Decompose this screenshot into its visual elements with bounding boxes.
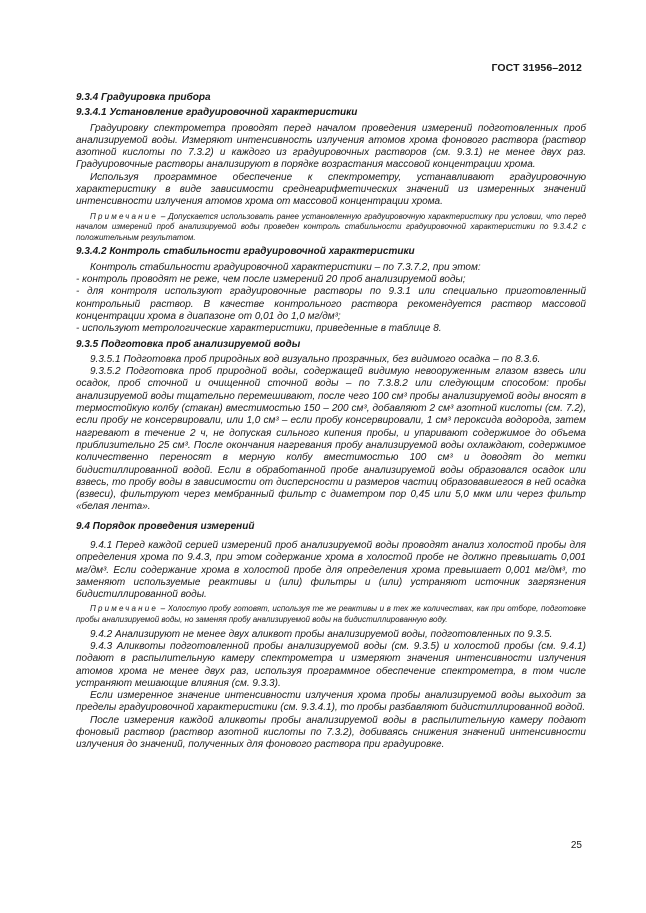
note-label: Примечание — [90, 211, 159, 221]
section-9-3-4-2-title: 9.3.4.2 Контроль стабильности градуировочной характеристики — [76, 246, 415, 258]
paragraph: 9.3.5.2 Подготовка проб природной воды, содержащей видимую невооруженным глазом взвесь или осадок, проб сточной и очищенной сточной воды – по 7.3.8.2 или следующим способом: пробы анализируемой воды тщательно перемешивают, после чего 100 см³ пробы анализируемой воды вносят в термостойкую колбу (стакан) вместимостью 150 – 200 см³, добавляют 2 см³ азотной кислоты (см. 7.2), если пробу не консервировали, или 1,0 см³ – если пробу консервировали, 1 см³ пероксида водорода, затем нагревают в течение 2 ч, не допуская сильного кипения пробы, и упаривают содержимое до объема приблизительно 25 см³. После окончания нагревания пробу анализируемой воды охлаждают, содержимое количественно переносят в мерную колбу вместимостью 100 см³ и доводят до метки бидистиллированной водой. Если в обработанной пробе анализируемой воды образовался осадок или взвесь, то пробу воды в зависимости от дисперсности и размеров частиц образовавшегося в ней осадка (взвеси), фильтруют через мембранный фильтр с диаметром пор 0,45 или 5,0 мкм или через фильтр «белая лента». — [76, 366, 586, 513]
section-9-3-5-title: 9.3.5 Подготовка проб анализируемой воды — [76, 338, 301, 350]
paragraph: Если измеренное значение интенсивности излучения хрома пробы анализируемой воды выходит за пределы градуировочной характеристики (см. 9.3.4.1), то пробы разбавляют бидистиллированной водой. — [76, 690, 586, 714]
paragraph: 9.4.1 Перед каждой серией измерений проб анализируемой воды проводят анализ холостой пробы для определения хрома по 9.4.3, при этом содержание хрома в холостой пробе не должно превышать 0,001 мг/дм³. Если содержание хрома в холостой пробе для определения хрома превышает 0,001 мг/дм³, то заменяют используемые реактивы и (или) фильтры и (или) устраняют источник загрязнения бидистиллированной воды. — [76, 539, 586, 601]
note-label: Примечание — [90, 604, 159, 614]
paragraph: После измерения каждой аликвоты пробы анализируемой воды в распылительную камеру подают фоновый раствор (раствор азотной кислоты по 7.3.2), добиваясь снижения значений интенсивности излучения до значений, полученных для фонового раствора при градуировке. — [76, 714, 586, 751]
note-block — [76, 604, 586, 625]
list-item: - контроль проводят не реже, чем после измерений 20 проб анализируемой воды; — [76, 274, 466, 286]
section-9-3-4-title: 9.3.4 Градуировка прибора — [76, 92, 211, 103]
standard-header: ГОСТ 31956–2012 — [491, 62, 582, 74]
page-number: 25 — [570, 840, 582, 851]
list-item: - для контроля используют градуировочные растворы по 9.3.1 или специально приготовленный контрольный раствор. В качестве контрольного раствора рекомендуется раствор массовой концентрации хрома в диапазоне от 0,01 до 1,0 мг/дм³; — [76, 286, 586, 322]
paragraph: Градуировку спектрометра проводят перед началом проведения измерений подготовленных проб анализируемой воды. Измеряют интенсивность излучения атомов хрома фонового раствора (раствор азотной кислоты по 7.3.2) и каждого из градуировочных растворов (см. 9.3.1) не менее двух раз. Градуировочные растворы анализируют в порядке возрастания массовой концентрации хрома. — [76, 122, 586, 171]
paragraph: 9.3.5.1 Подготовка проб природных вод визуально прозрачных, без видимого осадка – по 8.3.6. — [90, 353, 541, 365]
paragraph: Контроль стабильности градуировочной характеристики – по 7.3.7.2, при этом: — [90, 261, 481, 273]
note-text: – Допускается использовать ранее установленную градуировочную характеристику при условии, что перед началом измерений проб анализируемой воды проведен контроль стабильности градуировочной характеристики по 9.3.4.2 с положительным результатом. — [76, 211, 586, 242]
note-text: – Холостую пробу готовят, используя те же реактивы и в тех же количествах, как при отборе, подготовке пробы анализируемой воды, но заменяя пробу анализируемой воды на бидистиллированную воду. — [76, 604, 586, 625]
section-9-3-4-1-title: 9.3.4.1 Установление градуировочной характеристики — [76, 107, 358, 119]
list-item: - используют метрологические характеристики, приведенные в таблице 8. — [76, 323, 442, 335]
paragraph: 9.4.3 Аликвоты подготовленной пробы анализируемой воды (см. 9.3.5) и холостой пробы (см. 9.4.1) подают в распылительную камеру спектрометра и измеряют значения интенсивности излучения атомов хрома не менее двух раз, используя программное обеспечение спектрометра, в том числе устраняют мешающие влияния (см. 9.3.3). — [76, 640, 586, 689]
document-body — [76, 92, 586, 752]
paragraph: Используя программное обеспечение к спектрометру, устанавливают градуировочную характеристику в виде зависимости среднеарифметических значений из измеренных значений интенсивности излучения атомов хрома от массовой концентрации хрома. — [76, 171, 586, 208]
paragraph: 9.4.2 Анализируют не менее двух аликвот пробы анализируемой воды, подготовленных по 9.3.5. — [90, 628, 553, 640]
note-block — [76, 212, 586, 244]
section-9-4-title: 9.4 Порядок проведения измерений — [76, 520, 255, 532]
